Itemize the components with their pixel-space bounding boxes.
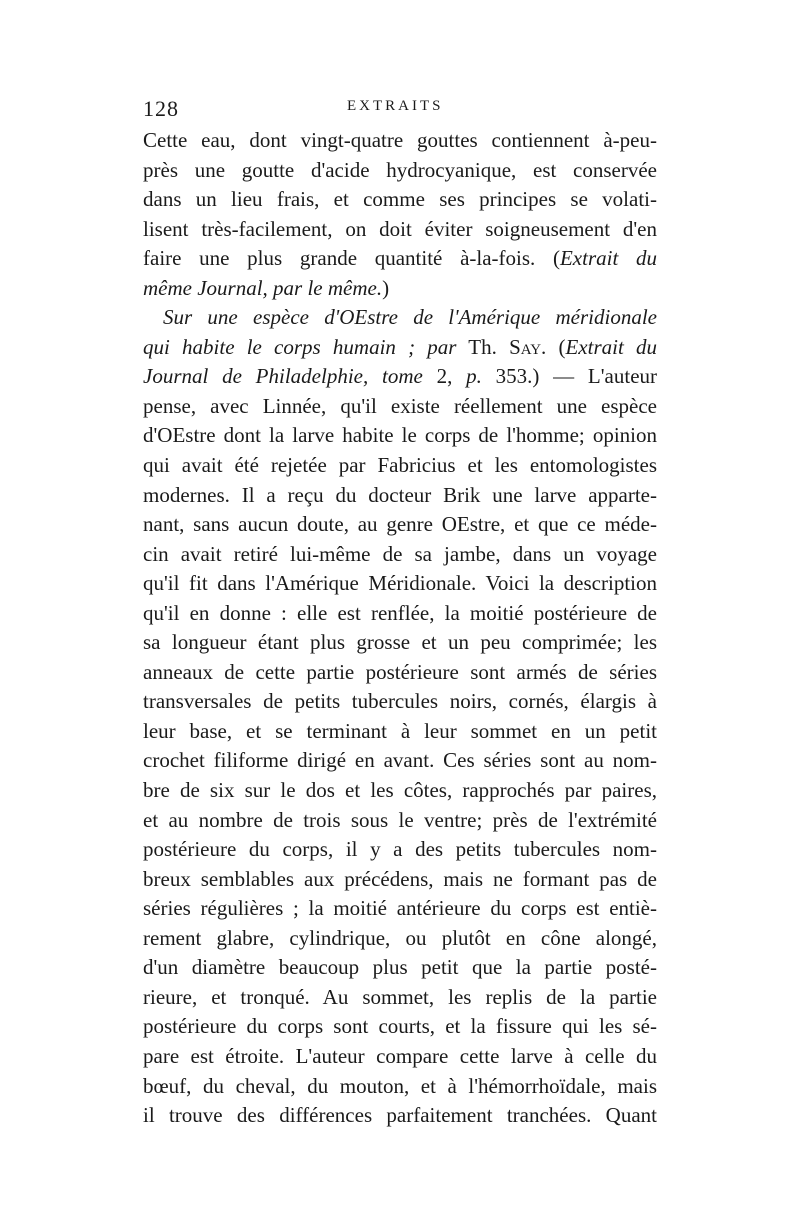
page-number: 128 — [143, 96, 179, 121]
text-line — [143, 1072, 657, 1102]
text-line — [143, 392, 657, 422]
text-line — [143, 244, 657, 274]
text-run: près une goutte d'acide hydrocyanique, est conservée — [143, 157, 657, 182]
text-run: ) — [382, 275, 390, 300]
text-run: crochet filiforme dirigé en avant. Ces séries sont au nom- — [143, 748, 657, 773]
text-line — [143, 806, 657, 836]
text-run: bœuf, du cheval, du mouton, et à l'hémorrhoïdale, mais — [143, 1073, 657, 1098]
text-line — [143, 599, 657, 629]
text-run: bre de six sur le dos et les côtes, rapprochés par paires, — [143, 778, 657, 803]
text-line — [143, 953, 657, 983]
text-line — [143, 1042, 657, 1072]
text-line — [143, 540, 657, 570]
text-run: rement glabre, cylindrique, ou plutôt en cône alongé, — [143, 925, 657, 950]
text-line — [143, 569, 657, 599]
text-line — [143, 835, 657, 865]
text-line — [143, 687, 657, 717]
text-run: nant, sans aucun doute, au genre OEstre, et que ce méde- — [143, 512, 657, 537]
text-line — [143, 865, 657, 895]
text-run: rieure, et tronqué. Au sommet, les replis de la partie — [143, 984, 657, 1009]
text-run: pense, avec Linnée, qu'il existe réellement une espèce — [143, 393, 657, 418]
text-run: qu'il fit dans l'Amérique Méridionale. Voici la description — [143, 571, 657, 596]
text-line — [143, 274, 657, 304]
text-run: Th. — [456, 334, 510, 359]
text-run: qui avait été rejetée par Fabricius et les entomologistes — [143, 453, 657, 478]
text-run: même Journal, par le même. — [143, 275, 383, 300]
text-run: leur base, et se terminant à leur sommet en un petit — [143, 718, 657, 743]
text-run: 2, — [422, 364, 467, 389]
text-run: lisent très-facilement, on doit éviter soigneusement d'en — [143, 216, 657, 241]
text-line — [143, 421, 657, 451]
text-line — [143, 481, 657, 511]
text-line — [143, 628, 657, 658]
text-run: qu'il en donne : elle est renflée, la moitié postérieure de — [143, 600, 657, 625]
text-line — [143, 362, 657, 392]
text-run: p. — [466, 364, 482, 389]
text-run: sa longueur étant plus grosse et un peu comprimée; les — [143, 630, 657, 655]
text-line — [143, 126, 657, 156]
text-line — [143, 717, 657, 747]
text-run: 353.) — L'auteur — [481, 364, 658, 389]
text-run: séries régulières ; la moitié antérieure du corps est entiè- — [143, 896, 657, 921]
text-run: dans un lieu frais, et comme ses principes se volati- — [143, 187, 657, 212]
text-run: qui habite le corps humain ; par — [143, 334, 457, 359]
text-line — [143, 746, 657, 776]
text-run: transversales de petits tubercules noirs, cornés, élargis à — [143, 689, 657, 714]
text-run: Extrait du — [565, 334, 658, 359]
text-line — [143, 924, 657, 954]
text-line — [143, 185, 657, 215]
text-run: faire une plus grande quantité à-la-fois. ( — [143, 246, 560, 271]
text-line — [143, 451, 657, 481]
text-run: postérieure du corps, il y a des petits tubercules nom- — [143, 837, 657, 862]
running-head: EXTRAITS — [347, 98, 444, 114]
text-run: pare est étroite. L'auteur compare cette larve à celle du — [143, 1043, 657, 1068]
text-run: d'OEstre dont la larve habite le corps de l'homme; opinion — [143, 423, 657, 448]
page-header — [143, 96, 657, 124]
text-run: anneaux de cette partie postérieure sont armés de séries — [143, 659, 657, 684]
text-run: . ( — [541, 334, 566, 359]
text-line — [143, 1101, 657, 1131]
text-line — [143, 1012, 657, 1042]
text-run: il trouve des différences parfaitement tranchées. Quant — [143, 1103, 657, 1128]
text-run: Journal de Philadelphie, tome — [143, 364, 423, 389]
text-run: postérieure du corps sont courts, et la fissure qui les sé- — [143, 1014, 657, 1039]
text-line — [143, 510, 657, 540]
text-line — [143, 983, 657, 1013]
text-line — [143, 658, 657, 688]
text-run: Sur une espèce d'OEstre de l'Amérique méridionale — [163, 305, 657, 330]
text-line — [143, 894, 657, 924]
text-line — [143, 776, 657, 806]
text-line — [143, 215, 657, 245]
text-run: modernes. Il a reçu du docteur Brik une larve apparte- — [143, 482, 657, 507]
text-line — [143, 333, 657, 363]
text-line — [143, 156, 657, 186]
text-run: d'un diamètre beaucoup plus petit que la partie posté- — [143, 955, 657, 980]
text-run: Say — [509, 334, 542, 359]
text-run: cin avait retiré lui-même de sa jambe, dans un voyage — [143, 541, 657, 566]
text-run: breux semblables aux précédens, mais ne formant pas de — [143, 866, 657, 891]
text-run: Extrait du — [559, 246, 657, 271]
text-line — [143, 303, 657, 333]
text-run: et au nombre de trois sous le ventre; près de l'extrémité — [143, 807, 657, 832]
body-text — [143, 126, 657, 1131]
text-run: Cette eau, dont vingt-quatre gouttes contiennent à-peu- — [143, 128, 657, 152]
